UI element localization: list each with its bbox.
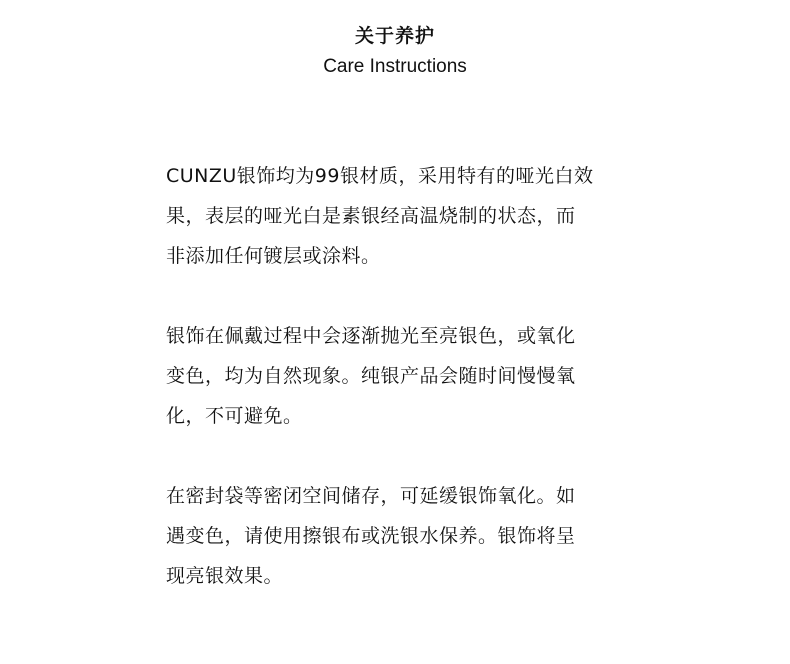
paragraph-line: 遇变色，请使用擦银布或洗银水保养。银饰将呈 <box>166 525 576 547</box>
care-header <box>0 22 790 82</box>
title-chinese: 关于养护 <box>354 25 435 47</box>
paragraph-line: 现亮银效果。 <box>166 565 284 587</box>
paragraph-line: 果，表层的哑光白是素银经高温烧制的状态，而 <box>166 205 576 227</box>
title-english: Care Instructions <box>323 56 467 77</box>
paragraph-wear <box>166 316 636 436</box>
paragraph-line: 银饰在佩戴过程中会逐渐抛光至亮银色，或氧化 <box>166 325 576 347</box>
paragraph-material <box>166 156 636 276</box>
paragraph-line: 变色，均为自然现象。纯银产品会随时间慢慢氧 <box>166 365 576 387</box>
paragraph-line: 在密封袋等密闭空间储存，可延缓银饰氧化。如 <box>166 485 576 507</box>
paragraph-storage <box>166 476 636 596</box>
paragraph-line: CUNZU银饰均为99银材质，采用特有的哑光白效 <box>166 165 594 187</box>
paragraph-line: 非添加任何镀层或涂料。 <box>166 245 381 267</box>
paragraph-line: 化，不可避免。 <box>166 405 303 427</box>
